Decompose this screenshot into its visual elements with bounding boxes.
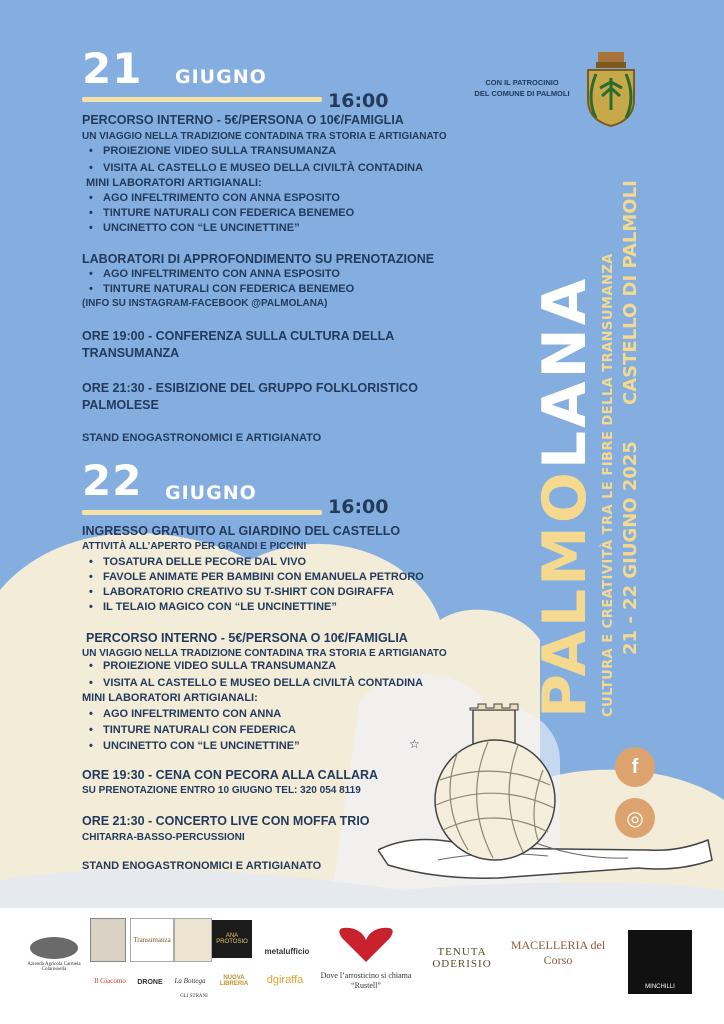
sponsor-logo: Azienda Agricola Carmela Colarossella (27, 962, 81, 972)
heart-logo-icon (320, 924, 412, 964)
sponsor-logo: dgiraffa (266, 974, 304, 986)
sponsor-logo: MACELLERIA del Corso (510, 938, 606, 967)
day1-workshops-title: MINI LABORATORI ARTIGIANALI: (86, 177, 262, 189)
day2-time: 16:00 (328, 496, 389, 518)
title-palmo: PALMO (530, 469, 600, 718)
sponsor-logo: DRONE (137, 978, 163, 986)
day1-route-title: PERCORSO INTERNO - 5€/PERSONA O 10€/FAMIGLIA (82, 113, 404, 127)
star-icon: ☆ (409, 737, 420, 751)
day1-route-subtitle: UN VIAGGIO NELLA TRADIZIONE CONTADINA TRA STORIA E ARTIGIANATO (82, 131, 447, 142)
day1-divider (82, 97, 322, 102)
day1-month: GIUGNO (175, 66, 267, 88)
day2-divider (82, 510, 322, 515)
day2-route-subtitle: UN VIAGGIO NELLA TRADIZIONE CONTADINA TRA STORIA E ARTIGIANATO (82, 648, 447, 659)
crest-icon (582, 48, 640, 128)
day2-garden-subtitle: ATTIVITÀ ALL’APERTO PER GRANDI E PICCINI (82, 541, 307, 552)
day2-workshop-item: • UNCINETTO CON “LE UNCINETTINE” (103, 740, 300, 752)
yarn-castle-hand-illustration (378, 700, 718, 910)
day2-number: 22 (82, 456, 143, 505)
day2-dinner-subtitle: SU PRENOTAZIONE ENTRO 10 GIUGNO TEL: 320 054 8119 (82, 785, 361, 796)
patronage-text (462, 77, 582, 99)
event-tagline: CULTURA E CREATIVITÀ TRA LE FIBRE DELLA TRANSUMANZA (601, 253, 616, 717)
day2-concert-subtitle: CHITARRA-BASSO-PERCUSSIONI (82, 832, 245, 843)
sponsor-logo: TENUTA ODERISIO (432, 946, 492, 970)
day2-workshop-item: • AGO INFELTRIMENTO CON ANNA (103, 708, 281, 720)
day1-folk-line1: ORE 21:30 - ESIBIZIONE DEL GRUPPO FOLKLORISTICO (82, 381, 418, 395)
event-venue: CASTELLO DI PALMOLI (620, 180, 641, 405)
sponsor-logo (90, 918, 126, 962)
day2-concert-title: ORE 21:30 - CONCERTO LIVE CON MOFFA TRIO (82, 814, 370, 828)
day1-conference-line2: TRANSUMANZA (82, 346, 180, 360)
day1-number: 21 (82, 44, 143, 93)
facebook-icon[interactable]: f (615, 747, 655, 787)
sponsor-logo: Il Giacomo (94, 977, 126, 985)
day1-route-item: • VISITA AL CASTELLO E MUSEO DELLA CIVILTÀ CONTADINA (103, 162, 423, 174)
day2-stands: STAND ENOGASTRONOMICI E ARTIGIANATO (82, 860, 322, 872)
sponsor-logo: NUOVA LIBRERIA (219, 975, 249, 987)
day2-route-item: • PROIEZIONE VIDEO SULLA TRANSUMANZA (103, 660, 336, 672)
sponsor-logo: Transumanza (130, 918, 174, 962)
day2-route-item: • VISITA AL CASTELLO E MUSEO DELLA CIVILTÀ CONTADINA (103, 677, 423, 689)
event-dates: 21 - 22 GIUGNO 2025 (620, 441, 641, 655)
sponsor-logo: metalufficio (264, 946, 310, 956)
patronage-line-2: DEL COMUNE DI PALMOLI (474, 89, 570, 98)
day2-garden-item: • TOSATURA DELLE PECORE DAL VIVO (103, 556, 306, 568)
sponsor-logo (320, 924, 412, 964)
sponsors-bar (0, 908, 724, 1024)
day1-workshop-item: • AGO INFELTRIMENTO CON ANNA ESPOSITO (103, 192, 340, 204)
day2-garden-title: INGRESSO GRATUITO AL GIARDINO DEL CASTELLO (82, 524, 401, 538)
sponsor-logo: ANA PROTOSIO (212, 920, 252, 958)
patronage-line-1: CON IL PATROCINIO (485, 78, 559, 87)
day2-garden-item: • IL TELAIO MAGICO CON “LE UNCINETTINE” (103, 601, 337, 613)
day1-stands: STAND ENOGASTRONOMICI E ARTIGIANATO (82, 432, 322, 444)
day2-garden-item: • LABORATORIO CREATIVO SU T-SHIRT CON DGIRAFFA (103, 586, 394, 598)
day2-route-title: PERCORSO INTERNO - 5€/PERSONA O 10€/FAMIGLIA (86, 631, 408, 645)
instagram-icon[interactable]: ◎ (615, 798, 655, 838)
event-title (530, 275, 600, 718)
day1-workshop-item: • TINTURE NATURALI CON FEDERICA BENEMEO (103, 207, 354, 219)
title-lana: LANA (530, 275, 600, 470)
day2-month: GIUGNO (165, 482, 257, 504)
day1-lab-item: • AGO INFELTRIMENTO CON ANNA ESPOSITO (103, 268, 340, 280)
sponsor-logo: GLI STRANI (180, 993, 208, 999)
sponsor-logo (174, 918, 212, 962)
comune-crest (582, 48, 640, 128)
day2-workshop-item: • TINTURE NATURALI CON FEDERICA (103, 724, 296, 736)
day1-conference-line1: ORE 19:00 - CONFERENZA SULLA CULTURA DELLA (82, 329, 395, 343)
sponsor-logo: La Bottega (174, 977, 206, 985)
day1-time: 16:00 (328, 90, 389, 112)
day1-lab-title: LABORATORI DI APPROFONDIMENTO SU PRENOTAZIONE (82, 252, 435, 266)
day2-workshops-title: MINI LABORATORI ARTIGIANALI: (82, 692, 258, 704)
sponsor-mark-icon (28, 935, 80, 961)
day1-lab-info: (INFO SU INSTAGRAM-FACEBOOK @PALMOLANA) (82, 298, 328, 309)
day1-workshop-item: • UNCINETTO CON “LE UNCINETTINE” (103, 222, 300, 234)
day1-lab-item: • TINTURE NATURALI CON FEDERICA BENEMEO (103, 283, 354, 295)
day2-dinner-title: ORE 19:30 - CENA CON PECORA ALLA CALLARA (82, 768, 379, 782)
sponsor-logo: MINCHILLI (628, 930, 692, 994)
day1-route-item: • PROIEZIONE VIDEO SULLA TRANSUMANZA (103, 145, 336, 157)
day1-folk-line2: PALMOLESE (82, 398, 159, 412)
day2-garden-item: • FAVOLE ANIMATE PER BAMBINI CON EMANUELA PETRORO (103, 571, 424, 583)
sponsor-logo: Dove l’arrosticino si chiama “Rustell” (320, 971, 412, 990)
